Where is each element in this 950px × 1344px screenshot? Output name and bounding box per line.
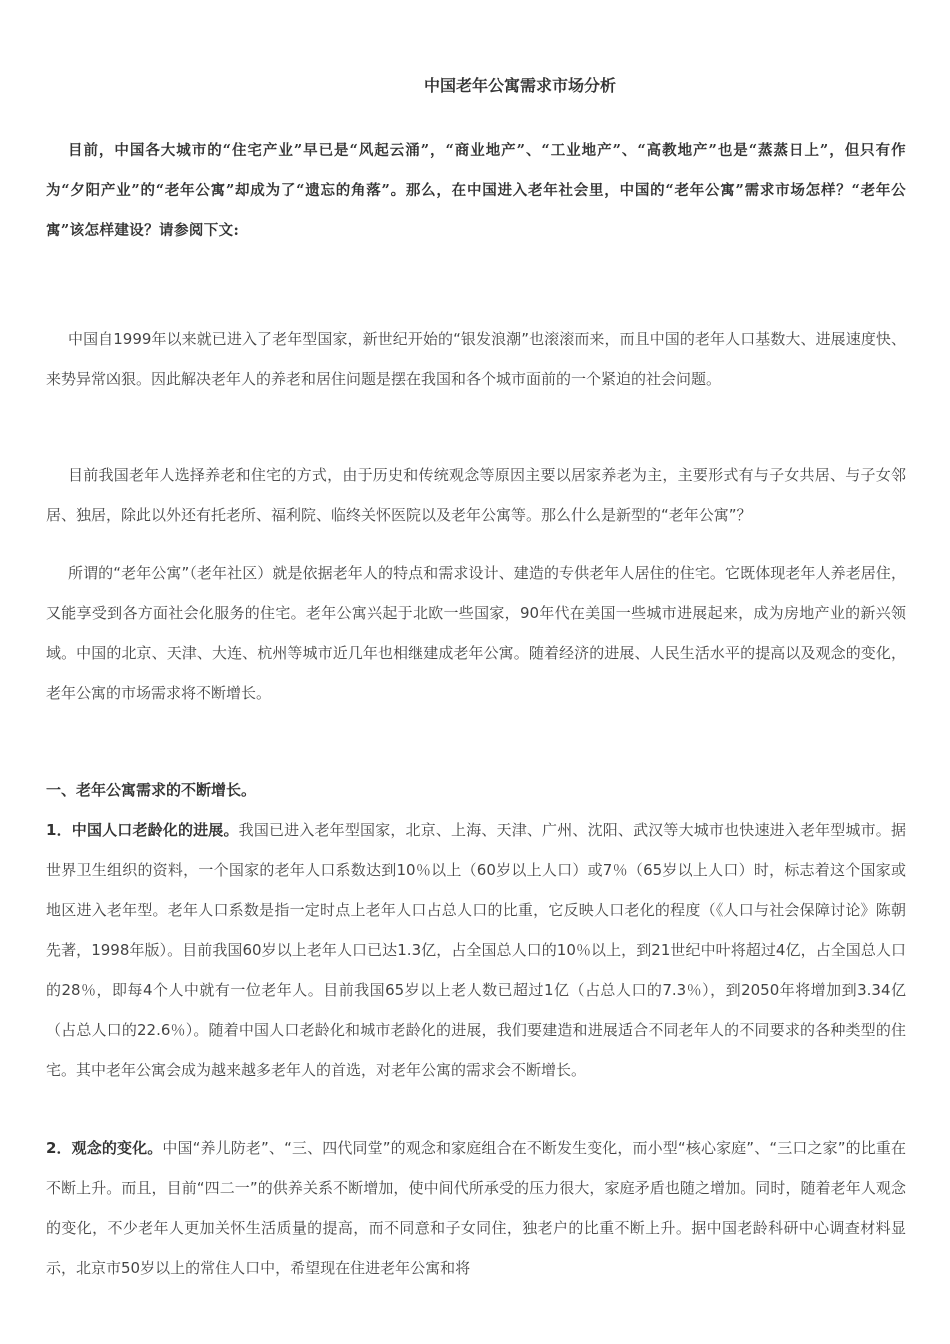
body-paragraph-1: 中国自1999年以来就已进入了老年型国家，新世纪开始的“银发浪潮”也滚滚而来，而且中国的老年人口基数大、进展速度快、来势异常凶狠。因此解决老年人的养老和居住问题是摆在我国和各个城市面前的一个紧迫的社会问题。 xyxy=(46,330,906,388)
section-item-1-heading: 1．中国人口老龄化的进展。 xyxy=(46,821,239,839)
section-item-2-heading: 2．观念的变化。 xyxy=(46,1139,163,1157)
section-item-2 xyxy=(46,1128,906,1288)
intro-paragraph: 目前，中国各大城市的“住宅产业”早已是“风起云涌”，“商业地产”、“工业地产”、“高教地产”也是“蒸蒸日上”，但只有作为“夕阳产业”的“老年公寓”却成为了“遗忘的角落”。那么，在中国进入老年社会里，中国的“老年公寓”需求市场怎样？“老年公寓”该怎样建设？请参阅下文: xyxy=(46,142,906,239)
body-paragraph-2: 目前我国老年人选择养老和住宅的方式，由于历史和传统观念等原因主要以居家养老为主，主要形式有与子女共居、与子女邻居、独居，除此以外还有托老所、福利院、临终关怀医院以及老年公寓等。那么什么是新型的“老年公寓”？ xyxy=(46,466,906,524)
section-item-1 xyxy=(46,810,906,1090)
section-item-2-body: 中国“养儿防老”、“三、四代同堂”的观念和家庭组合在不断发生变化，而小型“核心家庭”、“三口之家”的比重在不断上升。而且，目前“四二一”的供养关系不断增加，使中间代所承受的压力很大，家庭矛盾也随之增加。同时，随着老年人观念的变化，不少老年人更加关怀生活质量的提高，而不同意和子女同住，独老户的比重不断上升。据中国老龄科研中心调查材料显示，北京市50岁以上的常住人口中，希望现在住进老年公寓和将 xyxy=(46,1139,906,1277)
section-heading-1: 一、老年公寓需求的不断增长。 xyxy=(46,781,257,799)
document-title: 中国老年公寓需求市场分析 xyxy=(423,76,616,95)
body-paragraph-3: 所谓的“老年公寓”（老年社区）就是依据老年人的特点和需求设计、建造的专供老年人居住的住宅。它既体现老年人养老居住，又能享受到各方面社会化服务的住宅。老年公寓兴起于北欧一些国家，90年代在美国一些城市进展起来，成为房地产业的新兴领域。中国的北京、天津、大连、杭州等城市近几年也相继建成老年公寓。随着经济的进展、人民生活水平的提高以及观念的变化，老年公寓的市场需求将不断增长。 xyxy=(46,564,906,702)
section-item-1-body: 我国已进入老年型国家，北京、上海、天津、广州、沈阳、武汉等大城市也快速进入老年型城市。据世界卫生组织的资料，一个国家的老年人口系数达到10％以上（60岁以上人口）或7％（65岁以上人口）时，标志着这个国家或地区进入老年型。老年人口系数是指一定时点上老年人口占总人口的比重，它反映人口老化的程度（《人口与社会保障讨论》陈朝先著，1998年版）。目前我国60岁以上老年人口已达1.3亿，占全国总人口的10％以上，到21世纪中叶将超过4亿，占全国总人口的28％，即每4个人中就有一位老年人。目前我国65岁以上老人数已超过1亿（占总人口的7.3％），到2050年将增加到3.34亿（占总人口的22.6％）。随着中国人口老龄化和城市老龄化的进展，我们要建造和进展适合不同老年人的不同要求的各种类型的住宅。其中老年公寓会成为越来越多老年人的首选，对老年公寓的需求会不断增长。 xyxy=(46,821,906,1079)
